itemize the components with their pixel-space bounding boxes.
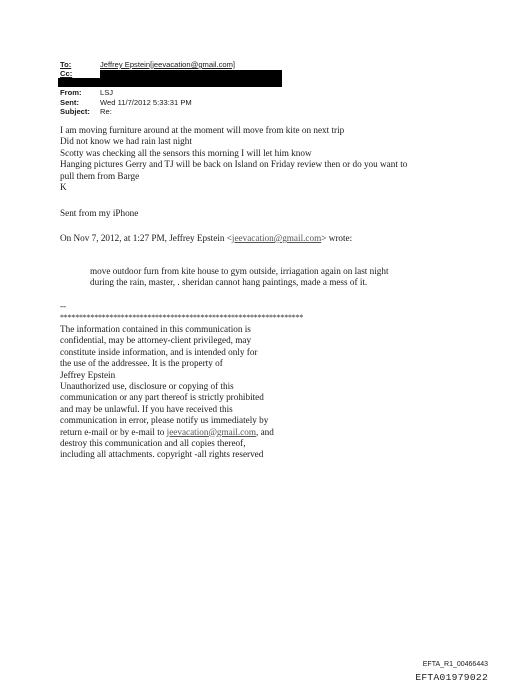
header-sent-row (60, 98, 320, 107)
sent-value: Wed 11/7/2012 5:33:31 PM (100, 97, 192, 107)
disclaimer-line: including all attachments. copyright -all rights reserved (60, 449, 264, 460)
message-body (60, 125, 407, 193)
quoted-line: move outdoor furn from kite house to gym outside, irriagation again on last night (90, 266, 389, 276)
reply-intro (60, 233, 352, 244)
quoted-line: during the rain, master, . sheridan cannot hang paintings, made a mess of it. (90, 277, 368, 288)
from-label: From: (60, 88, 82, 98)
disclaimer-email-link[interactable]: jeevacation@gmail.com (166, 426, 256, 437)
separator-stars: **************************************************************** (60, 313, 304, 323)
to-value: Jeffrey Epstein[jeevacation@gmail.com] (100, 60, 236, 69)
header-subject-row (60, 107, 320, 116)
body-line: pull them from Barge (60, 170, 140, 181)
separator-dash: -- (60, 301, 67, 311)
header-to-row (60, 60, 320, 69)
reply-intro-before: On Nov 7, 2012, at 1:27 PM, Jeffrey Epstein < (60, 233, 232, 243)
cc-label: Cc: (60, 69, 73, 79)
body-line: I am moving furniture around at the moment will move from kite on next trip (60, 125, 345, 135)
header-from-row (60, 88, 320, 97)
body-line: K (60, 181, 67, 192)
separator (60, 301, 303, 324)
reply-intro-email-link[interactable]: jeevacation@gmail.com (231, 233, 322, 243)
disclaimer-email-after: , and (255, 426, 274, 437)
from-value: LSJ (100, 88, 114, 98)
to-label: To: (60, 60, 72, 69)
disclaimer (60, 324, 274, 461)
body-line: Did not know we had rain last night (60, 136, 192, 147)
disclaimer-line: communication in error, please notify us immediately by (60, 415, 269, 426)
disclaimer-email-before: return e-mail or by e-mail to (60, 426, 167, 437)
sent-label: Sent: (60, 97, 79, 107)
disclaimer-line: The information contained in this communication is (60, 324, 251, 334)
disclaimer-line: confidential, may be attorney-client privileged, may (60, 335, 252, 346)
disclaimer-line: Jeffrey Epstein (60, 369, 116, 380)
bates-number-primary: EFTA_R1_00466443 (422, 661, 488, 668)
signature-text: Sent from my iPhone (60, 208, 139, 218)
subject-label: Subject: (60, 106, 90, 116)
signature (60, 208, 138, 219)
disclaimer-line: Unauthorized use, disclosure or copying of this (60, 380, 234, 391)
reply-intro-after: > wrote: (321, 233, 353, 243)
email-header (60, 60, 320, 116)
disclaimer-line: constitute inside information, and is intended only for (60, 346, 258, 357)
quoted-message (90, 266, 389, 289)
bates-number-secondary: EFTA01979022 (415, 672, 488, 683)
body-line: Scotty was checking all the sensors this morning I will let him know (60, 147, 312, 158)
disclaimer-line: and may be unlawful. If you have received this (60, 403, 233, 414)
disclaimer-line: destroy this communication and all copies thereof, (60, 437, 246, 448)
disclaimer-line: the use of the addressee. It is the property of (60, 358, 223, 369)
redaction-bar-recipients (58, 78, 282, 87)
body-line: Hanging pictures Gerry and TJ will be back on Island on Friday review then or do you want to (60, 159, 408, 170)
disclaimer-line: communication or any part thereof is strictly prohibited (60, 392, 264, 403)
subject-value: Re: (100, 106, 112, 116)
